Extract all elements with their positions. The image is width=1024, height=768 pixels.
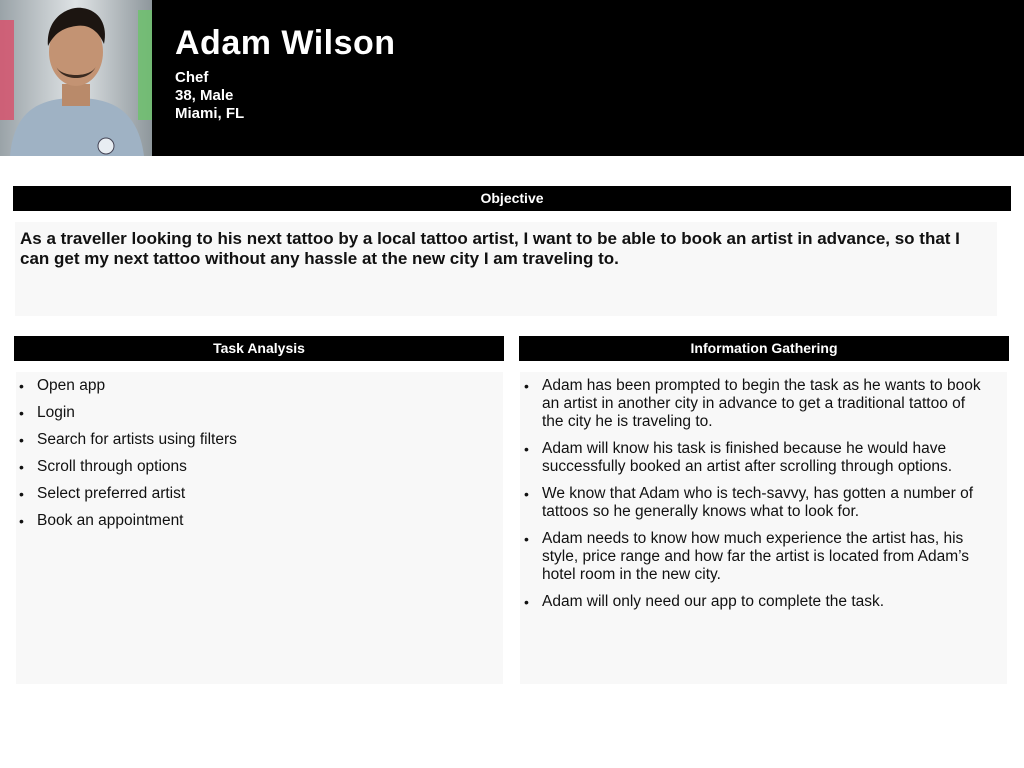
persona-details bbox=[175, 69, 244, 123]
persona-header bbox=[0, 0, 1024, 156]
list-item: • We know that Adam who is tech-savvy, has gotten a number of tattoos so he generally knows what to look for. bbox=[542, 485, 989, 521]
objective-text: As a traveller looking to his next tattoo by a local tattoo artist, I want to be able to book an artist in advance, so that I can get my next tattoo without any hassle at the new city I am traveling to. bbox=[20, 229, 960, 268]
list-item: • Adam has been prompted to begin the task as he wants to book an artist in another city in advance to get a traditional tattoo of the city he is traveling to. bbox=[542, 377, 989, 431]
objective-heading: Objective bbox=[13, 186, 1011, 211]
list-item: • Adam will only need our app to complete the task. bbox=[542, 593, 989, 611]
persona-location: Miami, FL bbox=[175, 105, 245, 122]
list-item: • Search for artists using filters bbox=[37, 431, 491, 449]
persona-name: Adam Wilson bbox=[175, 24, 396, 62]
list-item: • Adam needs to know how much experience the artist has, his style, price range and how far the artist is located from Adam’s hotel room in the new city. bbox=[542, 530, 989, 584]
information-gathering-list bbox=[520, 372, 1007, 611]
list-item: • Book an appointment bbox=[37, 512, 491, 530]
information-gathering-heading: Information Gathering bbox=[519, 336, 1009, 361]
task-analysis-panel bbox=[16, 372, 503, 684]
avatar-photo bbox=[0, 0, 152, 156]
persona-age-gender: 38, Male bbox=[175, 87, 234, 104]
list-item: • Scroll through options bbox=[37, 458, 491, 476]
task-analysis-heading: Task Analysis bbox=[14, 336, 504, 361]
persona-occupation: Chef bbox=[175, 69, 209, 86]
avatar-icon bbox=[0, 0, 152, 156]
task-analysis-list bbox=[16, 372, 503, 530]
list-item: • Select preferred artist bbox=[37, 485, 491, 503]
objective-panel bbox=[15, 222, 997, 316]
information-gathering-panel bbox=[520, 372, 1007, 684]
list-item: • Adam will know his task is finished because he would have successfully booked an artist after scrolling through options. bbox=[542, 440, 989, 476]
list-item: • Open app bbox=[37, 377, 491, 395]
list-item: • Login bbox=[37, 404, 491, 422]
